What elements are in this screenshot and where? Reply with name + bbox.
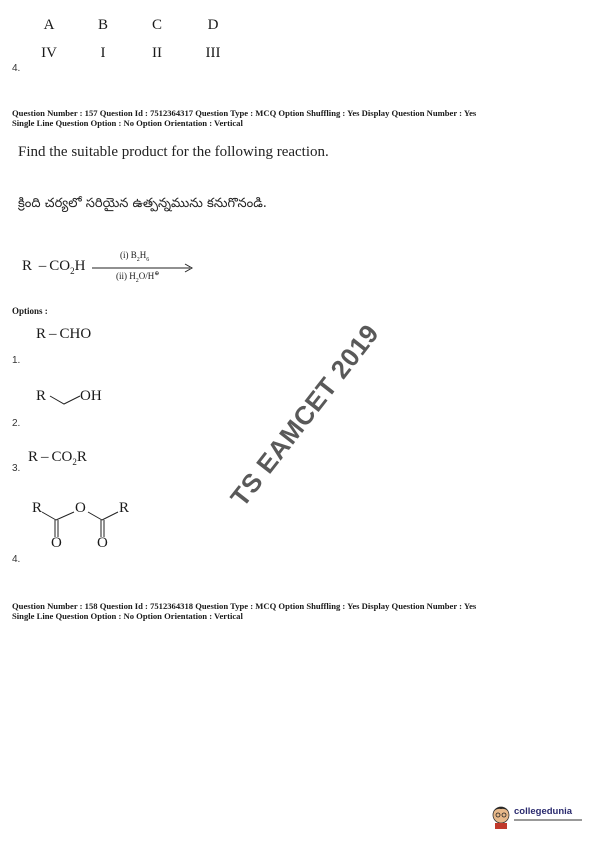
option-1-number: 1. xyxy=(12,355,21,366)
option-2-r: R xyxy=(36,388,47,404)
match-value-a: IV xyxy=(41,45,57,61)
mascot-icon xyxy=(490,803,512,829)
question-158-meta xyxy=(12,601,582,621)
match-header-b: B xyxy=(97,17,108,33)
match-value-b: I xyxy=(100,45,106,61)
option-4-structure xyxy=(28,500,138,552)
question-157-meta xyxy=(12,108,582,128)
logo-tagline xyxy=(514,819,582,821)
option-3-formula: R – $CO_2R$ xyxy=(28,449,87,467)
options-label: Options : xyxy=(12,306,48,316)
watermark: TS EAMCET 2019 xyxy=(224,318,385,513)
reaction-equation: R – $CO_2H$ xyxy=(22,258,86,276)
collegedunia-logo xyxy=(490,803,585,831)
match-header-d: D xyxy=(207,17,219,33)
question-157-text-te: క్రింది చర్యలో సరియైన ఉత్పన్నమును కనుగొనండి. xyxy=(18,196,267,211)
option-4-r-left: R xyxy=(32,500,43,516)
option-4-o-bottom-1: O xyxy=(51,535,62,551)
option-4-number: 4. xyxy=(12,554,21,565)
option-3-number: 3. xyxy=(12,463,21,474)
match-header-a: A xyxy=(43,17,55,33)
question-158-meta-line2: Single Line Question Option : No Option Orientation : Vertical xyxy=(12,611,243,621)
option-2-oh: OH xyxy=(80,388,102,404)
reactant-sub: 2 xyxy=(70,266,75,276)
question-158-meta-line1: Question Number : 158 Question Id : 7512364318 Question Type : MCQ Option Shuffling : Yes Display Question Number : Yes xyxy=(12,601,477,611)
question-157-meta-line2: Single Line Question Option : No Option Orientation : Vertical xyxy=(12,118,243,128)
option-4-r-right: R xyxy=(119,500,130,516)
match-header-c: C xyxy=(151,17,162,33)
reactant-h: H xyxy=(74,258,86,274)
logo-text: collegedunia xyxy=(514,806,573,817)
reactant-r: R xyxy=(22,258,33,274)
option-4-o-mid: O xyxy=(75,500,86,516)
match-value-d: III xyxy=(205,45,221,61)
question-157-text-en: Find the suitable product for the following reaction. xyxy=(18,144,329,160)
reagent-2: (ii) $H_2O/H^\oplus$ xyxy=(116,271,160,284)
option-2-number: 2. xyxy=(12,418,21,429)
match-value-c: II xyxy=(152,45,162,61)
option-1-formula: R – CHO xyxy=(36,326,92,342)
question-157-meta-line1: Question Number : 157 Question Id : 7512364317 Question Type : MCQ Option Shuffling : Yes Display Question Number : Yes xyxy=(12,108,477,118)
reactant-co: CO xyxy=(49,258,71,274)
option-4-o-bottom-2: O xyxy=(97,535,108,551)
option-2-bonds xyxy=(48,392,82,406)
reagent-1: (i) $B_2H_6$ xyxy=(120,250,150,263)
option-2-structure xyxy=(34,388,114,410)
match-option-number: 4. xyxy=(12,63,21,74)
